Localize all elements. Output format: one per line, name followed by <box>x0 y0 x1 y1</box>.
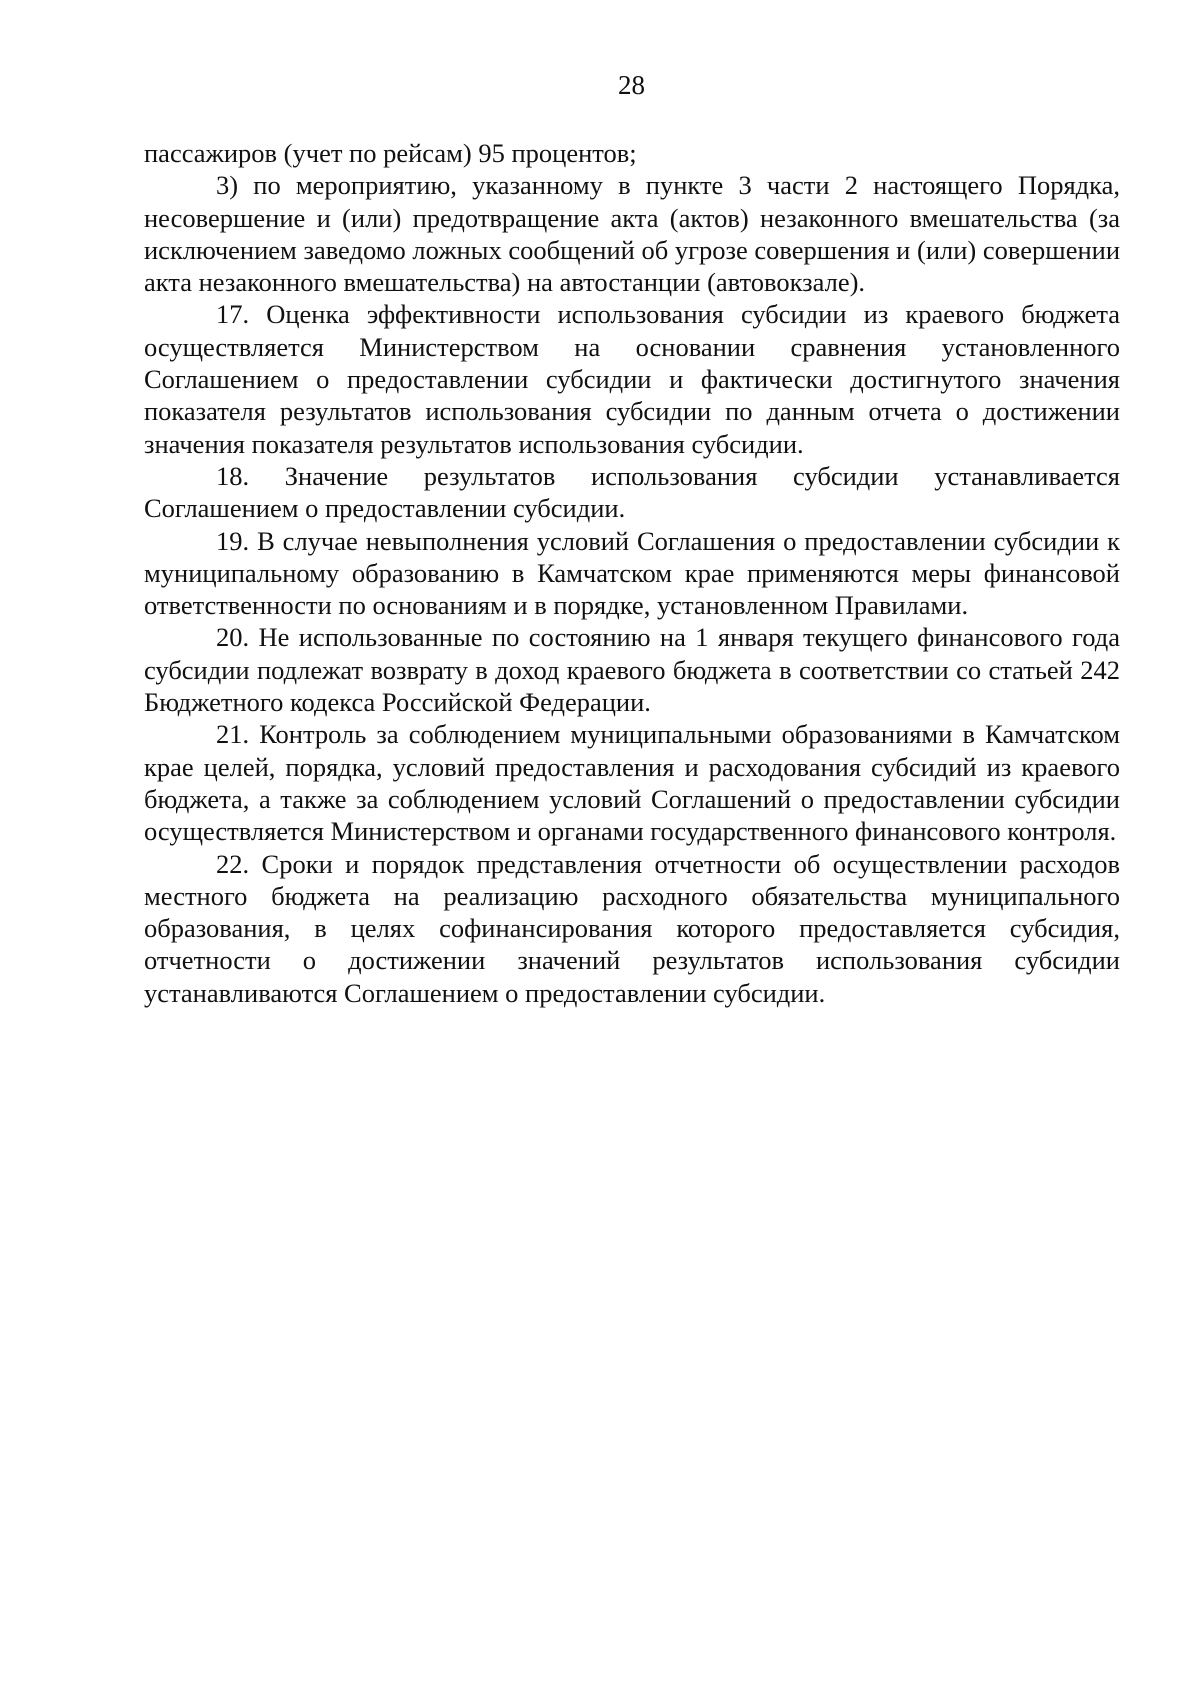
paragraph-item-3: 3) по мероприятию, указанному в пункте 3 части 2 настоящего Порядка, несовершение и (или) предотвращение акта (актов) незаконного вмешательства (за исключением заведомо ложных сообщений об угрозе совершения и (или) совершении акта незаконного вмешательства) на автостанции (автовокзале). <box>144 170 1120 298</box>
paragraph-continuation: пассажиров (учет по рейсам) 95 процентов; <box>144 138 637 168</box>
paragraph-22: 22. Сроки и порядок представления отчетности об осуществлении расходов местного бюджета на реализацию расходного обязательства муниципального образования, в целях софинансирования которого предоставляется субсидия, отчетности о достижении значений результатов использования субсидии устанавливаются Соглашением о предоставлении субсидии. <box>144 848 1120 1008</box>
paragraph-18: 18. Значение результатов использования субсидии устанавливается Соглашением о предоставлении субсидии. <box>144 460 1120 524</box>
paragraph-17: 17. Оценка эффективности использования субсидии из краевого бюджета осуществляется Министерством на основании сравнения установленного Соглашением о предоставлении субсидии и фактически достигнутого значения показателя результатов использования субсидии по данным отчета о достижении значения показателя результатов использования субсидии. <box>144 299 1120 459</box>
page-number: 28 <box>618 70 645 100</box>
document-body <box>144 137 1120 1009</box>
paragraph-19: 19. В случае невыполнения условий Соглашения о предоставлении субсидии к муниципальному образованию в Камчатском крае применяются меры финансовой ответственности по основаниям и в порядке, установленном Правилами. <box>144 525 1120 621</box>
paragraph-20: 20. Не использованные по состоянию на 1 января текущего финансового года субсидии подлежат возврату в доход краевого бюджета в соответствии со статьей 242 Бюджетного кодекса Российской Федерации. <box>144 622 1120 718</box>
paragraph-21: 21. Контроль за соблюдением муниципальными образованиями в Камчатском крае целей, порядка, условий предоставления и расходования субсидий из краевого бюджета, а также за соблюдением условий Соглашений о предоставлении субсидии осуществляется Министерством и органами государственного финансового контроля. <box>144 719 1120 847</box>
